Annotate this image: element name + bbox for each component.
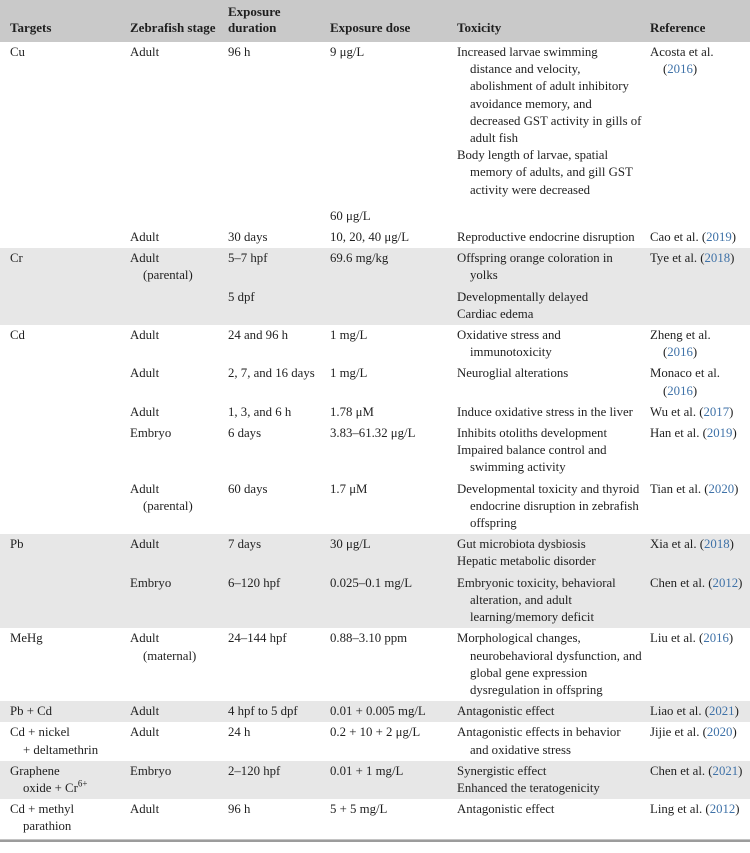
table-bottom-rule — [0, 839, 750, 842]
cell-toxicity: Antagonistic effects in behavior and oxidative stress — [457, 725, 621, 757]
cell-stage: Adult — [130, 45, 160, 59]
cell-toxicity: Developmental toxicity and thyroid endocrine disruption in zebrafish offspring — [457, 481, 640, 531]
cell-reference: Zheng et al. (2016) — [650, 328, 711, 360]
citation-year-link[interactable]: 2019 — [706, 230, 732, 245]
table-section — [0, 722, 750, 760]
cell-target — [0, 575, 130, 627]
citation-year-link[interactable]: 2020 — [708, 481, 735, 496]
cell-reference: Wu et al. (2017) — [650, 404, 734, 419]
cell-exposure-duration: 6–120 hpf — [228, 575, 281, 590]
table-row — [0, 201, 750, 227]
citation-year-link[interactable]: 2016 — [667, 383, 693, 398]
cell-stage: Embryo — [130, 763, 172, 778]
column-header-targets: Targets — [10, 20, 52, 35]
cell-target: Cr — [10, 251, 23, 266]
table-row — [0, 363, 750, 401]
cell-exposure-duration — [228, 208, 330, 225]
cell-target — [0, 208, 130, 225]
cell-reference: Monaco et al. (2016) — [650, 366, 721, 398]
cell-stage: Adult — [130, 328, 160, 343]
cell-exposure-dose: 0.88–3.10 ppm — [330, 631, 408, 646]
cell-target — [0, 481, 130, 533]
cell-target — [0, 425, 130, 477]
cell-target — [0, 289, 130, 323]
cell-toxicity: Increased larvae swimming distance and velocity, abolishment of adult inhibitory avoidance memory, and decreased GST activity in gills of adult fish Body length of larvae, spatial memory of adults, and gill GST activity were decreased — [457, 45, 642, 197]
cell-exposure-duration: 60 days — [228, 481, 268, 496]
table-section — [0, 701, 750, 722]
table-section — [0, 325, 750, 534]
cell-toxicity: Morphological changes, neurobehavioral dysfunction, and global gene expression dysregulation in offspring — [457, 631, 642, 697]
column-header-reference: Reference — [650, 20, 706, 35]
cell-toxicity: Synergistic effect Enhanced the teratogenicity — [457, 763, 600, 795]
cell-target: Cd — [10, 328, 25, 343]
cell-toxicity: Embryonic toxicity, behavioral alteration, and adult learning/memory deficit — [457, 575, 616, 625]
cell-target: Cd + methyl parathion — [10, 802, 75, 834]
cell-toxicity: Gut microbiota dysbiosis Hepatic metabolic disorder — [457, 537, 596, 569]
cell-exposure-dose: 0.2 + 10 + 2 μg/L — [330, 725, 421, 740]
cell-exposure-dose: 30 μg/L — [330, 537, 371, 552]
cell-exposure-duration: 2, 7, and 16 days — [228, 366, 315, 381]
cell-toxicity: Oxidative stress and immunotoxicity — [457, 328, 561, 360]
column-header-exposure-duration: Exposure duration — [228, 4, 281, 35]
cell-toxicity: Antagonistic effect — [457, 704, 555, 719]
cell-toxicity — [457, 208, 650, 225]
cell-reference — [650, 289, 750, 323]
cell-exposure-duration: 96 h — [228, 45, 251, 59]
column-header-exposure-dose: Exposure dose — [330, 20, 411, 35]
table-section — [0, 248, 750, 325]
table-row — [0, 799, 750, 837]
citation-year-link[interactable]: 2020 — [706, 725, 733, 740]
citation-year-link[interactable]: 2018 — [704, 251, 731, 266]
table-section — [0, 761, 750, 799]
cell-toxicity: Reproductive endocrine disruption — [457, 230, 635, 245]
citation-year-link[interactable]: 2016 — [667, 345, 693, 360]
cell-stage: Adult — [130, 725, 160, 740]
cell-reference: Liu et al. (2016) — [650, 631, 734, 646]
table-row — [0, 479, 750, 535]
cell-stage: Embryo — [130, 426, 172, 441]
table-row — [0, 628, 750, 701]
table-header-row — [0, 0, 750, 42]
table-section — [0, 534, 750, 628]
cell-exposure-dose: 1.78 μM — [330, 404, 374, 419]
table-row — [0, 287, 750, 325]
cell-exposure-duration: 5 dpf — [228, 289, 255, 304]
cell-exposure-dose: 3.83–61.32 μg/L — [330, 426, 416, 441]
cell-reference: Tian et al. (2020) — [650, 481, 739, 496]
citation-year-link[interactable]: 2016 — [703, 631, 729, 646]
cell-target: Cu — [10, 45, 25, 59]
cell-stage — [130, 289, 228, 323]
cell-target: Cd + nickel + deltamethrin — [10, 725, 99, 757]
cell-exposure-dose: 10, 20, 40 μg/L — [330, 230, 410, 245]
cell-exposure-dose: 60 μg/L — [330, 208, 371, 223]
cell-exposure-duration: 24–144 hpf — [228, 631, 287, 646]
cell-target: Pb + Cd — [10, 704, 53, 719]
table-row — [0, 325, 750, 363]
cell-target — [0, 229, 130, 246]
cell-exposure-duration: 5–7 hpf — [228, 251, 268, 266]
citation-year-link[interactable]: 2018 — [704, 537, 730, 552]
superscript: 6+ — [77, 778, 88, 789]
cell-reference: Cao et al. (2019) — [650, 230, 737, 245]
table-row — [0, 248, 750, 286]
citation-year-link[interactable]: 2021 — [712, 763, 739, 778]
cell-exposure-dose: 5 + 5 mg/L — [330, 802, 388, 817]
cell-reference: Ling et al. (2012) — [650, 802, 740, 817]
cell-stage: Adult (maternal) — [130, 631, 197, 663]
cell-stage: Adult — [130, 802, 160, 817]
cell-toxicity: Inhibits otoliths development Impaired balance control and swimming activity — [457, 426, 607, 475]
cell-target — [0, 404, 130, 421]
cell-stage: Adult — [130, 704, 160, 719]
cell-exposure-duration: 96 h — [228, 802, 251, 817]
cell-stage: Adult — [130, 537, 160, 552]
cell-target — [0, 365, 130, 399]
cell-exposure-duration: 24 h — [228, 725, 251, 740]
cell-stage: Embryo — [130, 575, 172, 590]
cell-stage: Adult — [130, 230, 160, 245]
cell-stage: Adult — [130, 366, 160, 381]
cell-stage: Adult — [130, 404, 160, 419]
table-section — [0, 628, 750, 701]
table-row — [0, 534, 750, 572]
cell-toxicity: Developmentally delayed Cardiac edema — [457, 289, 589, 321]
cell-exposure-duration: 1, 3, and 6 h — [228, 404, 292, 419]
cell-reference: Han et al. (2019) — [650, 426, 737, 441]
cell-exposure-duration: 7 days — [228, 537, 262, 552]
cell-reference: Liao et al. (2021) — [650, 704, 739, 719]
cell-exposure-dose — [330, 289, 457, 323]
cell-exposure-dose: 0.01 + 0.005 mg/L — [330, 704, 426, 719]
cell-reference: Jijie et al. (2020) — [650, 725, 737, 740]
citation-year-link[interactable]: 2017 — [703, 404, 730, 419]
cell-reference: Tye et al. (2018) — [650, 251, 735, 266]
cell-exposure-dose: 1 mg/L — [330, 366, 368, 381]
cell-target: MeHg — [10, 631, 43, 646]
column-header-toxicity: Toxicity — [457, 20, 502, 35]
cell-target: Graphene oxide + $Cr^{6+}$ — [10, 763, 88, 795]
cell-exposure-dose: 0.01 + 1 mg/L — [330, 763, 404, 778]
cell-toxicity: Induce oxidative stress in the liver — [457, 404, 633, 419]
table-row — [0, 402, 750, 423]
cell-toxicity: Neuroglial alterations — [457, 366, 569, 381]
cell-toxicity: Antagonistic effect — [457, 802, 555, 817]
table-row — [0, 761, 750, 799]
cell-reference: Chen et al. (2012) — [650, 575, 743, 590]
cell-exposure-dose: 9 μg/L — [330, 45, 365, 59]
cell-exposure-duration: 30 days — [228, 230, 268, 245]
cell-stage: Adult (parental) — [130, 481, 193, 513]
cell-stage: Adult (parental) — [130, 251, 193, 283]
table-body — [0, 42, 750, 838]
cell-toxicity: Offspring orange coloration in yolks — [457, 251, 613, 283]
citation-year-link[interactable]: 2021 — [708, 704, 735, 719]
table-row — [0, 423, 750, 479]
cell-exposure-duration: 2–120 hpf — [228, 763, 281, 778]
citation-year-link[interactable]: 2012 — [712, 575, 739, 590]
table-row — [0, 227, 750, 248]
table-row — [0, 573, 750, 629]
cell-reference — [650, 208, 750, 225]
cell-stage — [130, 208, 228, 225]
table-section — [0, 799, 750, 837]
table-row — [0, 701, 750, 722]
cell-reference: Xia et al. (2018) — [650, 537, 734, 552]
citation-year-link[interactable]: 2016 — [667, 62, 693, 77]
cell-exposure-dose: 1 mg/L — [330, 328, 368, 343]
table-row — [0, 42, 750, 201]
cell-exposure-dose: 1.7 μM — [330, 481, 368, 496]
cell-reference: Acosta et al. (2016) — [650, 45, 714, 77]
cell-exposure-duration: 24 and 96 h — [228, 328, 289, 343]
citation-year-link[interactable]: 2012 — [709, 802, 736, 817]
cell-target: Pb — [10, 537, 24, 552]
citation-year-link[interactable]: 2019 — [706, 426, 733, 441]
cell-exposure-dose: 69.6 mg/kg — [330, 251, 389, 266]
cell-exposure-dose: 0.025–0.1 mg/L — [330, 575, 413, 590]
column-header-zebrafish-stage: Zebrafish stage — [130, 20, 216, 35]
cell-reference: Chen et al. (2021) — [650, 763, 743, 778]
table-section — [0, 42, 750, 248]
cell-exposure-duration: 6 days — [228, 426, 262, 441]
cell-exposure-duration: 4 hpf to 5 dpf — [228, 704, 298, 719]
table-row — [0, 722, 750, 760]
